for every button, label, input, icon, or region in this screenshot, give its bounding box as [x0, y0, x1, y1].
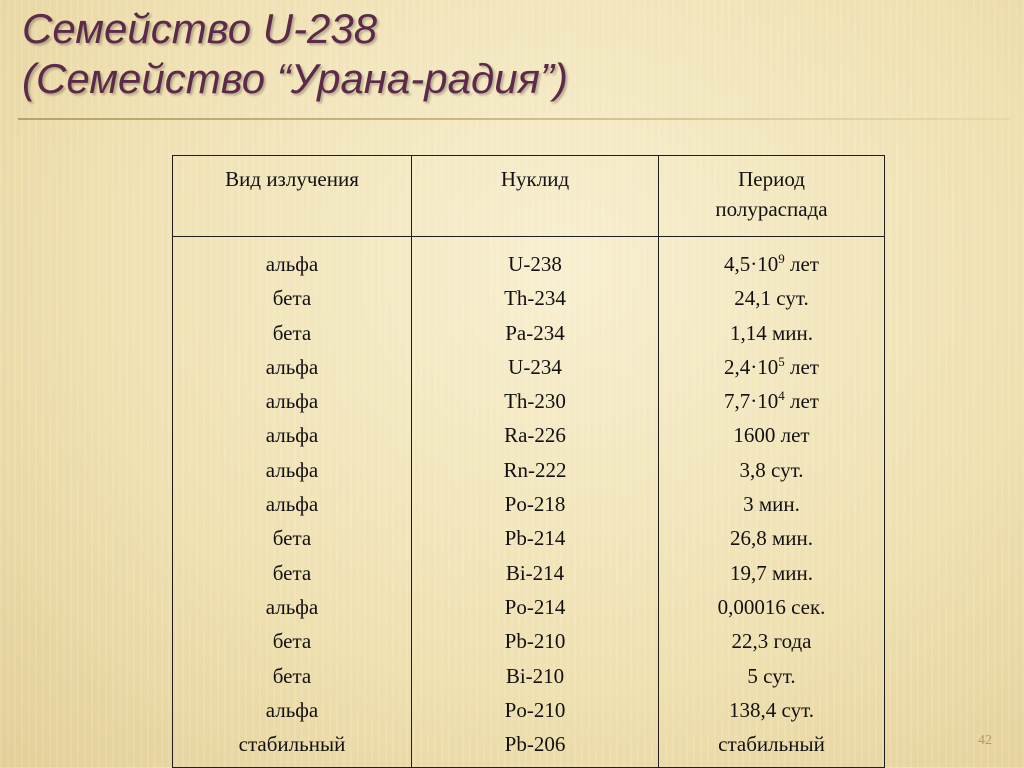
half-life-cell: 19,7 мин. — [729, 560, 813, 585]
half-life-cell — [663, 384, 880, 418]
title-line-2: (Семейство “Урана-радия”) — [22, 55, 568, 102]
half-life-cell: 5 сут. — [747, 663, 796, 688]
half-life-cell: 22,3 года — [731, 629, 812, 654]
nuclide-cell: Rn-222 — [503, 457, 567, 482]
half-life-cell: 3,8 сут. — [739, 457, 804, 482]
nuclide-cell: Po-210 — [504, 697, 566, 722]
nuclide-cell: Bi-214 — [505, 560, 565, 585]
half-life-cell — [663, 247, 880, 281]
nuclide-cell: Pb-210 — [504, 629, 566, 654]
nuclide-column — [412, 237, 659, 768]
half-life-cell: стабильный — [718, 732, 825, 757]
title-divider — [18, 118, 1010, 120]
radiation-cell: альфа — [265, 252, 319, 276]
table-header-row — [173, 156, 885, 237]
header-radiation: Вид излучения — [173, 156, 412, 237]
radiation-cell: альфа — [265, 457, 319, 482]
half-life-exponent: 4 — [778, 388, 785, 404]
nuclide-cell: Th-234 — [504, 286, 566, 311]
half-life-cell — [663, 350, 880, 384]
half-life-unit: лет — [784, 354, 819, 379]
nuclide-cell: Ra-226 — [504, 423, 566, 448]
half-life-mantissa: 4,5·10 — [724, 252, 779, 276]
header-half-life-line-2: полураспада — [715, 197, 828, 221]
nuclide-cell: Pb-214 — [504, 526, 566, 551]
radiation-cell: бета — [272, 526, 312, 551]
half-life-mantissa: 2,4·10 — [724, 354, 779, 379]
nuclide-cell: U-234 — [508, 354, 562, 379]
radiation-cell: стабильный — [238, 732, 346, 757]
half-life-cell: 1,14 мин. — [729, 320, 813, 345]
radiation-cell: бета — [272, 286, 312, 311]
title-line-1: Семейство U-238 — [22, 5, 378, 52]
nuclide-cell: Pa-234 — [505, 320, 565, 345]
half-life-cell: 1600 лет — [733, 423, 810, 448]
radiation-column — [173, 237, 412, 768]
radiation-cell: бета — [272, 560, 312, 585]
radiation-cell: альфа — [265, 594, 319, 619]
radiation-cell: альфа — [265, 354, 319, 379]
half-life-cell: 26,8 мин. — [729, 526, 813, 551]
half-life-unit: лет — [784, 389, 819, 414]
half-life-unit: лет — [784, 252, 819, 276]
nuclide-cell: Po-218 — [504, 492, 566, 517]
nuclide-cell: Bi-210 — [505, 663, 565, 688]
half-life-exponent: 5 — [778, 353, 785, 369]
header-half-life-line-1: Период — [738, 167, 805, 191]
nuclide-cell: Th-230 — [504, 389, 566, 414]
radiation-cell: бета — [272, 629, 312, 654]
half-life-cell: 24,1 сут. — [734, 286, 809, 311]
nuclide-cell: Po-214 — [504, 594, 566, 619]
header-nuclide: Нуклид — [412, 156, 659, 237]
radiation-cell: бета — [272, 663, 312, 688]
radiation-cell: альфа — [265, 389, 319, 414]
slide-title — [22, 4, 568, 104]
half-life-cell: 3 мин. — [743, 492, 800, 517]
nuclide-cell: U-238 — [508, 252, 562, 276]
header-half-life — [659, 156, 885, 237]
half-life-exponent: 9 — [778, 251, 785, 266]
decay-table — [172, 155, 885, 768]
radiation-cell: альфа — [265, 697, 319, 722]
radiation-cell: альфа — [265, 423, 319, 448]
table-body-row — [173, 237, 885, 768]
half-life-column — [659, 237, 885, 768]
half-life-cell: 138,4 сут. — [729, 697, 814, 722]
page-number: 42 — [978, 733, 992, 748]
radiation-cell: альфа — [265, 492, 319, 517]
half-life-cell: 0,00016 сек. — [717, 594, 826, 619]
nuclide-cell: Pb-206 — [504, 732, 566, 757]
radiation-cell: бета — [272, 320, 312, 345]
half-life-mantissa: 7,7·10 — [724, 389, 779, 414]
